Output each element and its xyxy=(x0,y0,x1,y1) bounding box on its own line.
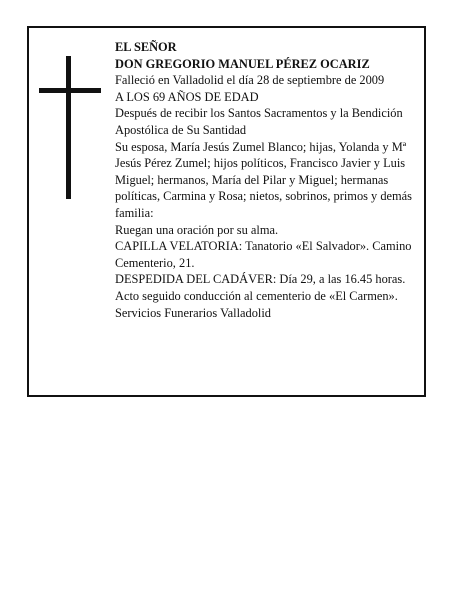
cross-vertical-bar xyxy=(66,56,71,199)
sacraments-statement: Después de recibir los Santos Sacramentos y la Bendición Apostólica de Su Santidad xyxy=(115,106,403,137)
prayer-request: Ruegan una oración por su alma. xyxy=(115,222,279,237)
funeral-services: Servicios Funerarios Valladolid xyxy=(115,305,272,320)
cross-icon xyxy=(39,56,101,199)
chapel-info: CAPILLA VELATORIA: Tanatorio «El Salvador». Camino Cementerio, 21. xyxy=(115,239,412,270)
family-list: Su esposa, María Jesús Zumel Blanco; hijas, Yolanda y Mª Jesús Pérez Zumel; hijos políticos, Francisco Javier y Luis Miguel; hermanos, María del Pilar y Miguel; hermanas políticas, Carmina y Rosa; nietos, sobrinos, primos y demás familia: xyxy=(115,139,413,220)
death-statement: Falleció en Valladolid el día 28 de septiembre de 2009 xyxy=(115,73,385,88)
farewell-info: DESPEDIDA DEL CADÁVER: Día 29, a las 16.45 horas. Acto seguido conducción al cementerio de «El Carmen». xyxy=(115,272,406,303)
honorific: EL SEÑOR xyxy=(115,40,177,54)
obituary-text xyxy=(115,39,423,321)
age-statement: A LOS 69 AÑOS DE EDAD xyxy=(115,89,259,104)
deceased-name: DON GREGORIO MANUEL PÉREZ OCARIZ xyxy=(115,56,370,71)
obituary-notice xyxy=(27,26,426,397)
cross-horizontal-bar xyxy=(39,88,101,93)
